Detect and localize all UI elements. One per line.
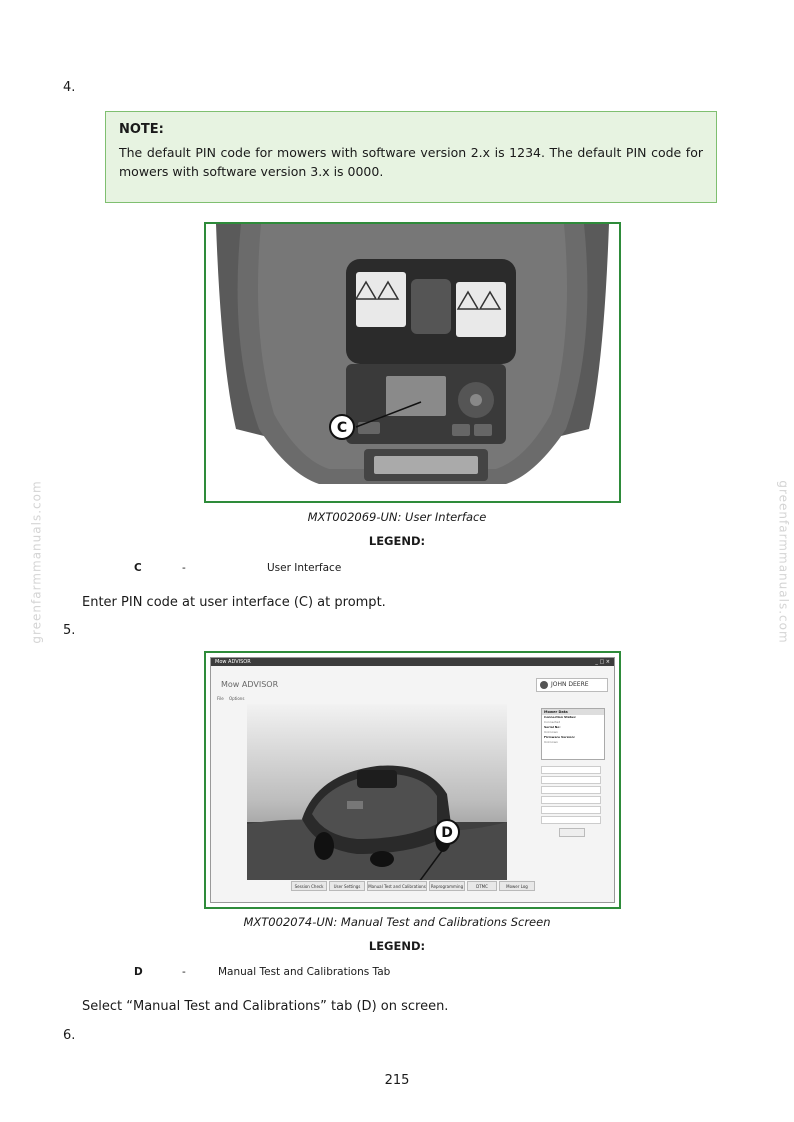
app-title: Mow ADVISOR [221, 680, 279, 689]
panel-row-4: Firmware Version: [544, 735, 575, 739]
step4-instruction: Enter PIN code at user interface (C) at prompt. [82, 595, 386, 610]
side-field[interactable] [541, 796, 601, 804]
watermark-right: greenfarmmanuals.com [776, 480, 791, 644]
tab-session-check[interactable]: Session Check [291, 881, 327, 891]
legend-dash-c: - [182, 562, 186, 574]
side-field[interactable] [541, 786, 601, 794]
figure1-caption: MXT002069-UN: User Interface [307, 510, 487, 524]
figure1-legend-title: LEGEND: [368, 534, 426, 548]
mower-top-photo [206, 224, 619, 501]
mower-data-panel [541, 708, 605, 760]
note-box [105, 111, 717, 203]
step-number-5: 5. [63, 623, 76, 638]
page-number: 215 [384, 1073, 410, 1088]
app-window [210, 657, 615, 903]
side-field-list [541, 766, 601, 837]
watermark-left: greenfarmmanuals.com [29, 480, 44, 644]
figure-manual-test-screen [204, 651, 621, 909]
window-title-bar [211, 658, 614, 666]
legend-label-d: Manual Test and Calibrations Tab [218, 966, 391, 978]
brand-text: JOHN DEERE [551, 681, 589, 688]
legend-key-d: D [134, 966, 143, 978]
callout-c: C [336, 420, 348, 436]
tab-mower-log[interactable]: Mower Log [499, 881, 535, 891]
step5-instruction: Select “Manual Test and Calibrations” tab (D) on screen. [82, 999, 449, 1014]
step-number-6: 6. [63, 1028, 76, 1043]
legend-label-c: User Interface [267, 562, 342, 574]
side-field[interactable] [541, 766, 601, 774]
note-title: NOTE: [119, 122, 164, 137]
menu-file[interactable]: File [217, 696, 224, 701]
window-controls[interactable]: _ □ × [595, 659, 610, 665]
mower-photo [247, 704, 507, 880]
tab-reprogramming[interactable]: Reprogramming [429, 881, 465, 891]
side-field[interactable] [541, 806, 601, 814]
panel-row-5: Unknown [544, 740, 558, 744]
mower-data-title: Mower Data [542, 709, 604, 715]
callout-d: D [441, 825, 453, 841]
side-field[interactable] [541, 816, 601, 824]
window-title: Mow ADVISOR [215, 659, 251, 665]
menu-bar [217, 696, 244, 701]
panel-row-2: Serial No: [544, 725, 561, 729]
note-text: The default PIN code for mowers with software version 2.x is 1234. The default PIN code for mowers with software version 3.x is 0000. [119, 145, 703, 179]
tab-manual-test-calibrations[interactable]: Manual Test and Calibrations [367, 881, 427, 891]
figure2-legend-title: LEGEND: [368, 939, 426, 953]
tab-bar [291, 881, 541, 891]
panel-row-3: Unknown [544, 730, 558, 734]
side-button[interactable] [559, 828, 585, 837]
side-field[interactable] [541, 776, 601, 784]
legend-dash-d: - [182, 966, 186, 978]
figure2-caption: MXT002074-UN: Manual Test and Calibrations Screen [243, 915, 551, 929]
callout-d-graphic [247, 704, 507, 880]
panel-row-0: Connection Status: [544, 715, 577, 719]
tab-user-settings[interactable]: User Settings [329, 881, 365, 891]
tab-dtmc[interactable]: DTMC [467, 881, 497, 891]
figure-user-interface [204, 222, 621, 503]
step-number-4: 4. [63, 80, 76, 95]
legend-key-c: C [134, 562, 142, 574]
brand-logo [536, 678, 608, 692]
menu-options[interactable]: Options [228, 696, 245, 701]
deer-icon [540, 681, 548, 689]
panel-row-1: Connected [544, 720, 561, 724]
